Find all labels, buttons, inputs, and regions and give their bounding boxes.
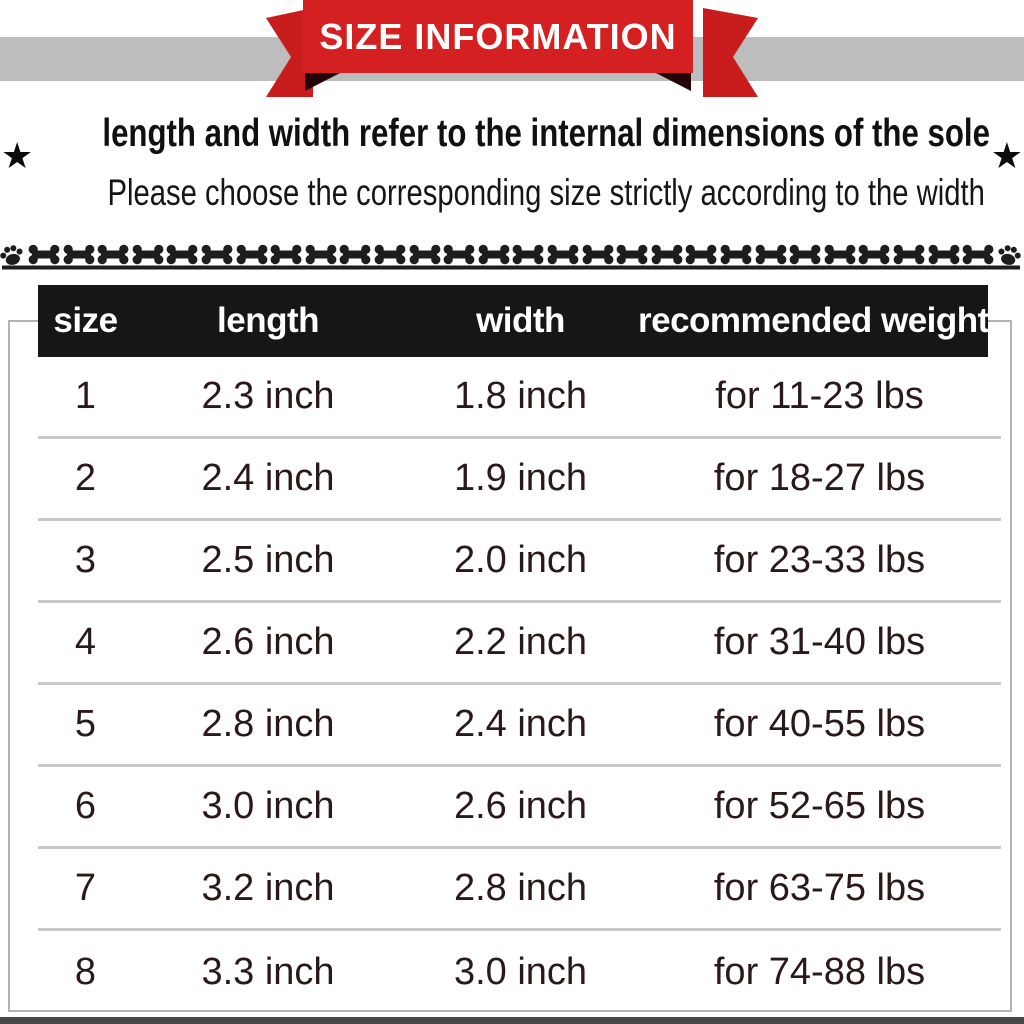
table-cell: 2.4 inch bbox=[201, 457, 335, 499]
table-row bbox=[38, 603, 1001, 685]
table-cell: 1.8 inch bbox=[453, 375, 588, 417]
column-header-recommended-weight: recommended weight bbox=[638, 301, 989, 340]
table-cell: 1 bbox=[74, 375, 97, 417]
table-cell: 2.8 inch bbox=[201, 703, 335, 745]
table-cell: 3.0 inch bbox=[453, 950, 588, 993]
star-icon-right: ★ bbox=[990, 135, 1023, 176]
table-row bbox=[38, 521, 1001, 603]
page-title: SIZE INFORMATION bbox=[319, 15, 677, 57]
table-cell: 7 bbox=[74, 867, 97, 909]
table-cell: for 18-27 lbs bbox=[713, 457, 926, 499]
paw-print-icon-left bbox=[0, 243, 25, 267]
table-row bbox=[38, 439, 1001, 521]
table-cell: 2.6 inch bbox=[453, 785, 588, 827]
table-body bbox=[38, 357, 1001, 1013]
table-row bbox=[38, 849, 1001, 931]
table-cell: 2.0 inch bbox=[453, 539, 588, 581]
table-header-row bbox=[38, 285, 988, 357]
table-cell: 4 bbox=[74, 621, 97, 663]
table-cell: 5 bbox=[74, 703, 97, 745]
table-cell: 1.9 inch bbox=[453, 457, 588, 499]
divider-baseline bbox=[2, 266, 1020, 270]
note-choose-by-width: Please choose the corresponding size strictly according to the width bbox=[107, 172, 985, 213]
table-cell: 2 bbox=[74, 457, 97, 499]
table-cell: for 31-40 lbs bbox=[713, 621, 926, 663]
table-row bbox=[38, 357, 1001, 439]
table-cell: for 40-55 lbs bbox=[713, 703, 926, 745]
column-header-width: width bbox=[476, 301, 565, 340]
table-cell: 2.5 inch bbox=[201, 539, 335, 581]
column-header-length: length bbox=[217, 301, 319, 340]
ribbon-right-fold bbox=[652, 71, 691, 91]
table-cell: 6 bbox=[74, 785, 97, 827]
table-cell: 2.3 inch bbox=[201, 375, 335, 417]
table-row bbox=[38, 767, 1001, 849]
bone-divider bbox=[0, 241, 1024, 273]
table-row bbox=[38, 931, 1001, 1013]
table-cell: for 74-88 lbs bbox=[713, 950, 926, 993]
table-cell: 2.4 inch bbox=[453, 703, 588, 745]
paw-print-icon-right bbox=[996, 243, 1023, 267]
ribbon-right-tail bbox=[703, 8, 758, 97]
table-cell: for 63-75 lbs bbox=[713, 867, 926, 909]
bottom-edge-bar bbox=[0, 1017, 1024, 1024]
star-icon-left: ★ bbox=[1, 135, 34, 176]
table-cell: for 52-65 lbs bbox=[713, 785, 926, 827]
note-internal-dimensions: length and width refer to the internal dimensions of the sole bbox=[102, 112, 990, 155]
table-cell: 2.6 inch bbox=[201, 621, 335, 663]
table-cell: for 23-33 lbs bbox=[713, 539, 926, 581]
table-cell: 3.0 inch bbox=[201, 785, 335, 827]
table-cell: 2.8 inch bbox=[453, 867, 588, 909]
table-cell: for 11-23 lbs bbox=[715, 375, 924, 417]
table-cell: 2.2 inch bbox=[453, 621, 588, 663]
bone-row bbox=[29, 245, 994, 264]
table-row bbox=[38, 685, 1001, 767]
table-cell: 3 bbox=[74, 539, 97, 581]
table-cell: 8 bbox=[74, 950, 97, 993]
table-cell: 3.2 inch bbox=[201, 867, 335, 909]
column-header-size: size bbox=[53, 301, 118, 340]
table-cell: 3.3 inch bbox=[201, 950, 335, 993]
